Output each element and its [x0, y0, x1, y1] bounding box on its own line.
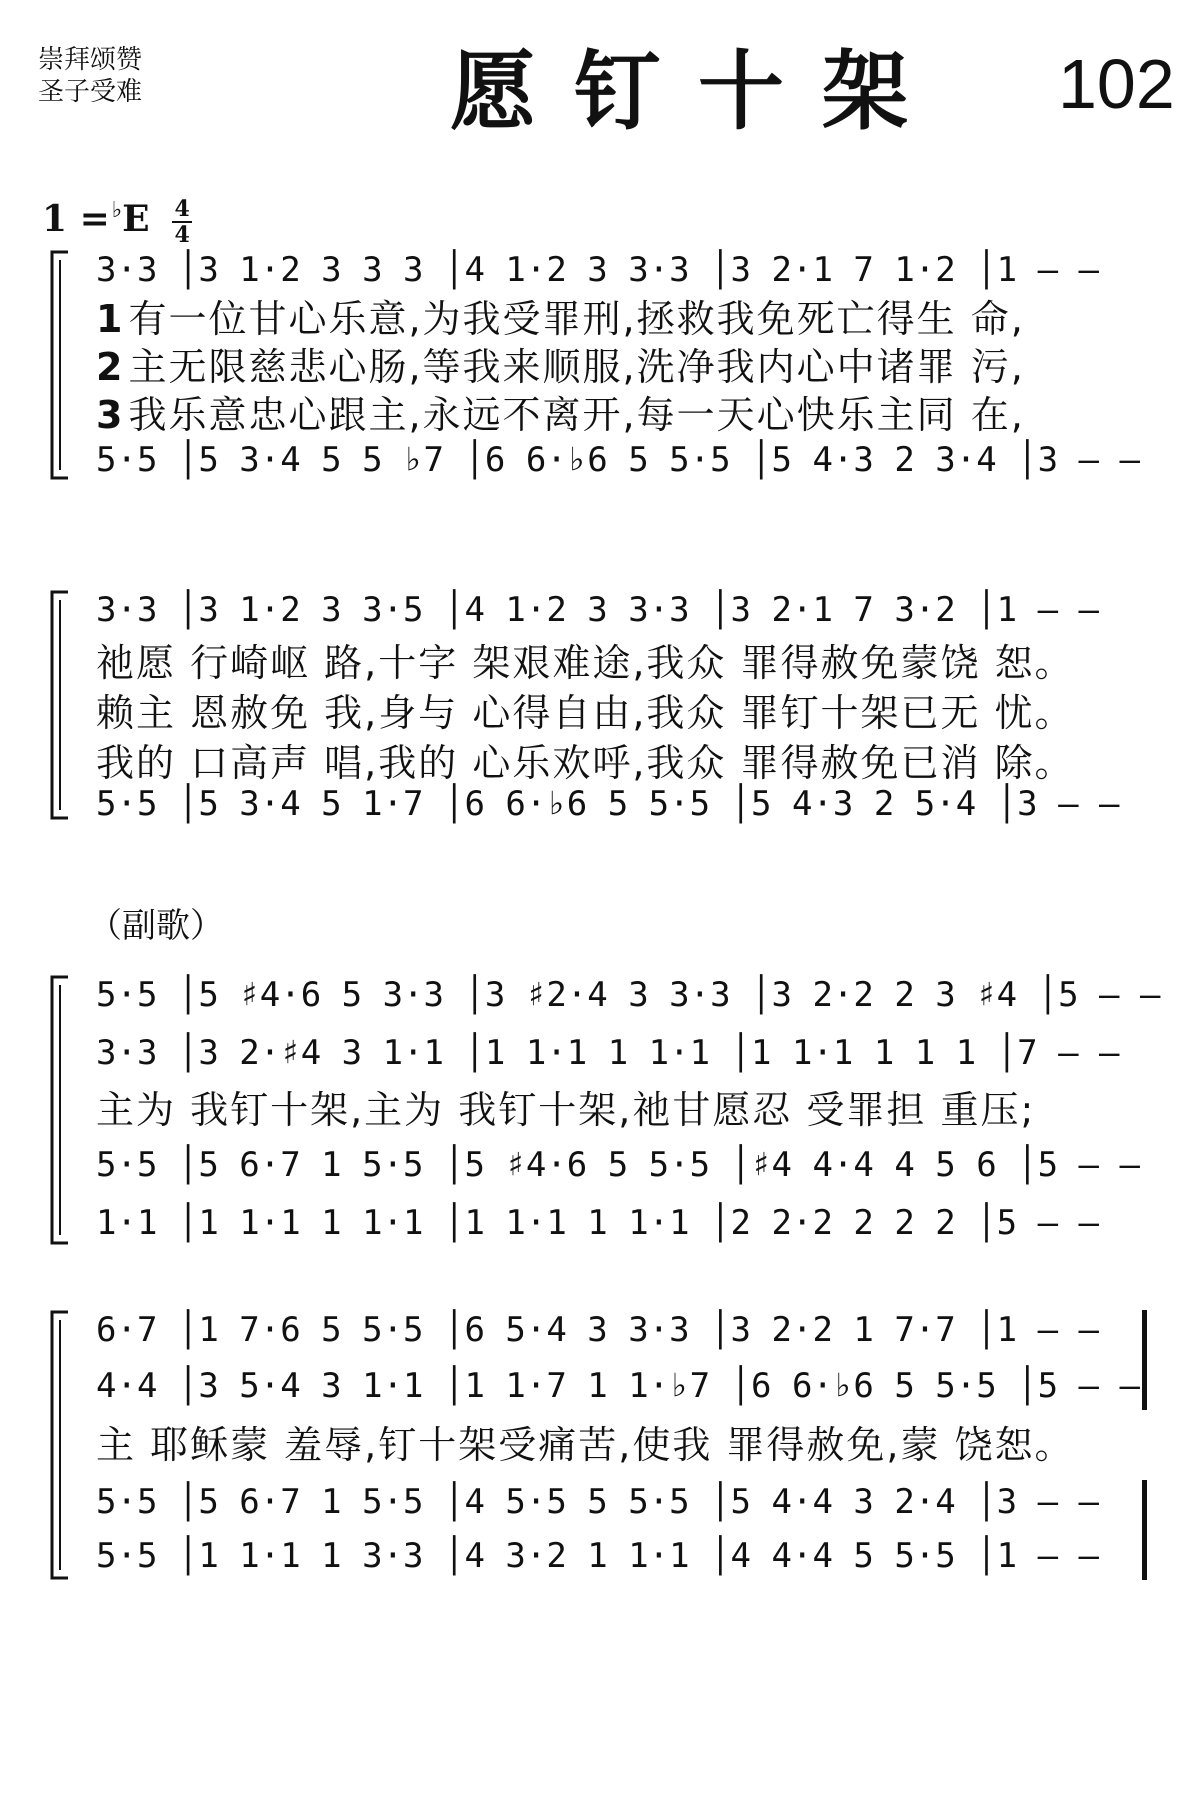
chorus-lyric: 主为 我钉十架,主为 我钉十架,祂甘愿忍 受罪担 重压; [96, 1088, 1036, 1132]
alto-line: 3·3 │3 2·♯4 3 1·1 │1 1·1 1 1·1 │1 1·1 1 1 1 │7 – – [96, 1033, 1120, 1073]
lyric-verse-3: 我的 口高声 唱,我的 心乐欢呼,我众 罪得赦免已消 除。 [96, 741, 1075, 785]
verse-number: 2 [96, 345, 125, 389]
key-tonic: 1 = [42, 198, 110, 240]
final-barline [1142, 1480, 1147, 1580]
melody-line: 3·3 │3 1·2 3 3 3 │4 1·2 3 3·3 │3 2·1 7 1·2 │1 – – [96, 250, 1100, 290]
soprano-line: 5·5 │5 ♯4·6 5 3·3 │3 ♯2·4 3 3·3 │3 2·2 2 3 ♯4 │5 – – [96, 975, 1161, 1015]
category-line-2: 圣子受难 [38, 77, 143, 107]
meter-top: 4 [174, 196, 190, 222]
bass-line: 1·1 │1 1·1 1 1·1 │1 1·1 1 1·1 │2 2·2 2 2 2 │5 – – [96, 1203, 1100, 1243]
hymn-number: 102 [1058, 45, 1175, 123]
alto-line: 4·4 │3 5·4 3 1·1 │1 1·7 1 1·♭7 │6 6·♭6 5 5·5 │5 – – [96, 1366, 1140, 1406]
bass-line: 5·5 │5 3·4 5 5 ♭7 │6 6·♭6 5 5·5 │5 4·3 2 3·4 │3 – – [96, 440, 1140, 480]
chorus-lyric: 主 耶稣蒙 羞辱,钉十架受痛苦,使我 罪得赦免,蒙 饶恕。 [96, 1423, 1075, 1467]
tenor-line: 5·5 │5 6·7 1 5·5 │4 5·5 5 5·5 │5 4·4 3 2·4 │3 – – [96, 1482, 1100, 1522]
chorus-system-2 [0, 1310, 1200, 1580]
key-signature [42, 188, 192, 246]
meter-bottom: 4 [174, 222, 190, 248]
chorus-label: （副歌） [88, 906, 224, 946]
verse-number: 3 [96, 393, 125, 437]
lyric-verse-1 [96, 296, 1170, 342]
bass-line: 5·5 │5 3·4 5 1·7 │6 6·♭6 5 5·5 │5 4·3 2 5·4 │3 – – [96, 784, 1120, 824]
lyric-verse-1: 祂愿 行崎岖 路,十字 架艰难途,我众 罪得赦免蒙饶 恕。 [96, 641, 1075, 685]
lyric-text: 主无限慈悲心肠,等我来顺服,洗净我内心中诸罪 污, [128, 345, 1025, 389]
key-note: E [122, 198, 150, 240]
melody-line: 3·3 │3 1·2 3 3·5 │4 1·2 3 3·3 │3 2·1 7 3·2 │1 – – [96, 590, 1100, 630]
key-flat: ♭ [111, 197, 123, 223]
system-brace [44, 250, 70, 480]
lyric-text: 有一位甘心乐意,为我受罪刑,拯救我免死亡得生 命, [128, 297, 1025, 341]
system-brace [44, 590, 70, 820]
time-signature [172, 198, 192, 246]
final-barline [1142, 1310, 1147, 1410]
verse-number: 1 [96, 297, 125, 341]
soprano-line: 6·7 │1 7·6 5 5·5 │6 5·4 3 3·3 │3 2·2 1 7·7 │1 – – [96, 1310, 1100, 1350]
lyric-verse-2 [96, 344, 1170, 390]
chorus-system-1 [0, 975, 1200, 1245]
system-brace [44, 1310, 70, 1580]
system-1 [0, 250, 1200, 480]
hymn-title: 愿钉十架 [450, 41, 946, 142]
bass-line: 5·5 │1 1·1 1 3·3 │4 3·2 1 1·1 │4 4·4 5 5·5 │1 – – [96, 1536, 1100, 1576]
lyric-verse-2: 赖主 恩赦免 我,身与 心得自由,我众 罪钉十架已无 忧。 [96, 691, 1075, 735]
lyric-verse-3 [96, 392, 1170, 438]
category-label [38, 44, 142, 108]
system-2 [0, 590, 1200, 824]
system-brace [44, 975, 70, 1245]
category-line-1: 崇拜颂赞 [38, 45, 143, 75]
tenor-line: 5·5 │5 6·7 1 5·5 │5 ♯4·6 5 5·5 │♯4 4·4 4 5 6 │5 – – [96, 1145, 1140, 1185]
lyric-text: 我乐意忠心跟主,永远不离开,每一天心快乐主同 在, [128, 393, 1025, 437]
